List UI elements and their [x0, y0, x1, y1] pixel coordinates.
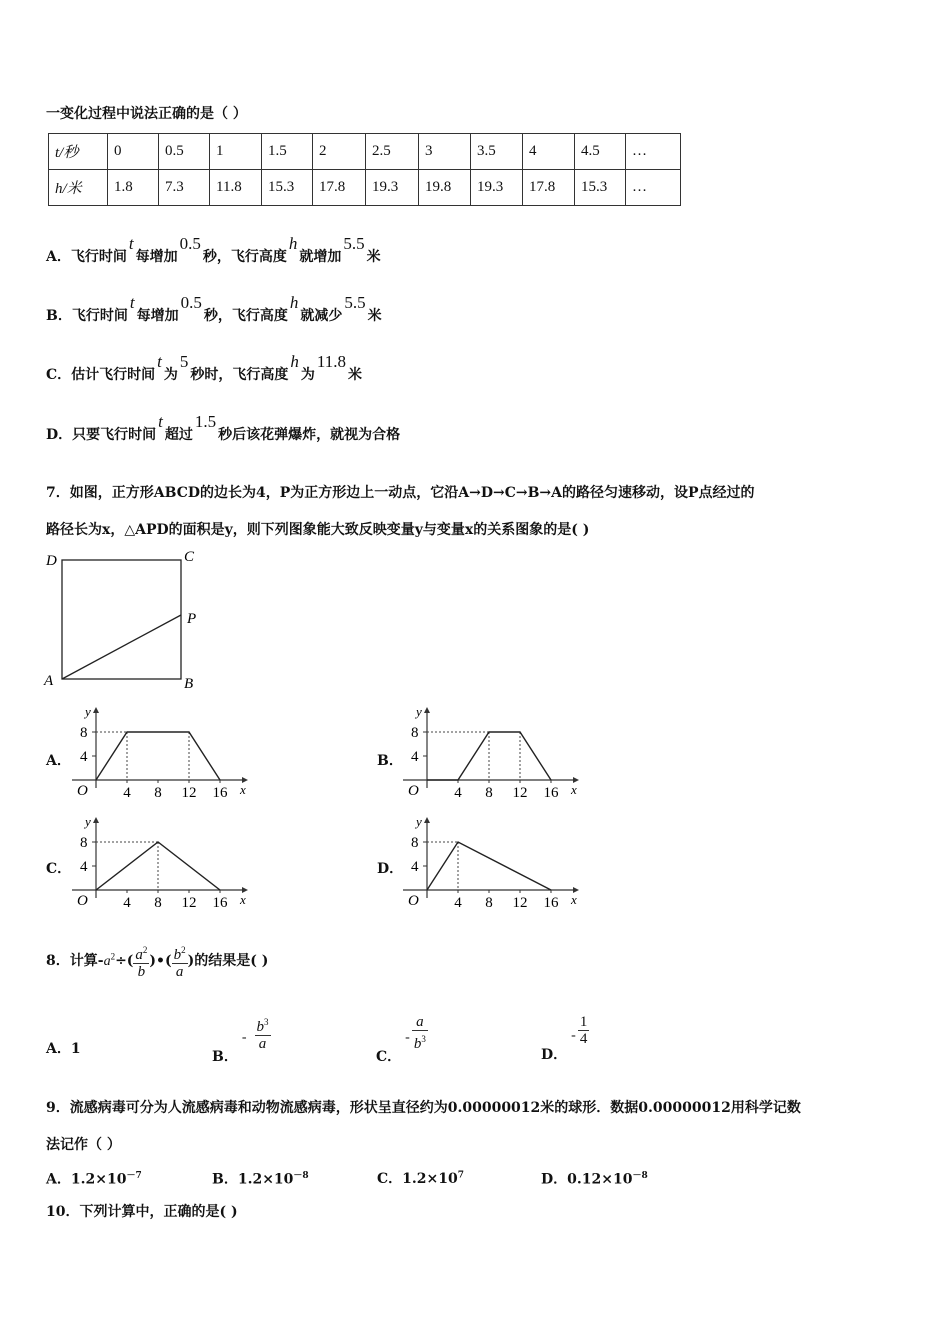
exponent: 3 — [421, 1034, 426, 1044]
q6-stem: 一变化过程中说法正确的是（ ） — [46, 106, 247, 122]
label-p: P — [187, 611, 197, 627]
y-tick-label: 8 — [80, 725, 88, 741]
square — [62, 560, 181, 679]
x-tick-label: 12 — [512, 785, 528, 800]
x-tick-label: 4 — [123, 895, 131, 910]
x-tick-label: 16 — [212, 785, 228, 800]
y-tick-label: 8 — [411, 835, 419, 851]
option-text: 只要飞行时间 — [72, 427, 157, 443]
x-axis-label: x — [571, 892, 577, 907]
exponent: －8 — [293, 1171, 309, 1181]
x-tick-label: 16 — [543, 785, 559, 800]
option-label: D． — [46, 427, 73, 443]
q8-option-c — [376, 1014, 428, 1065]
graph-option-c — [72, 815, 252, 910]
option-text: 就增加 — [299, 249, 342, 265]
value: 5.5 — [343, 234, 365, 253]
q7-option-a-label: A． — [46, 753, 71, 769]
x-tick-label: 4 — [454, 895, 462, 910]
option-value: 1.2×10 — [237, 1171, 294, 1188]
option-text: 每增加 — [136, 308, 179, 324]
x-tick-label: 8 — [154, 785, 162, 800]
q8-stem — [46, 942, 268, 980]
q6-option-c — [46, 352, 363, 384]
origin-label: O — [77, 783, 88, 799]
table-cell: 2.5 — [366, 134, 419, 170]
table-row-time — [49, 134, 681, 170]
exponent: 3 — [264, 1017, 269, 1027]
operator: ÷( — [115, 953, 134, 969]
option-value: 0.12×10 — [567, 1171, 633, 1188]
denominator: a — [258, 1036, 267, 1052]
denominator: b — [137, 964, 146, 980]
option-value: 1 — [70, 1041, 81, 1057]
numerator: b — [256, 1019, 265, 1035]
q7-option-c-label: C． — [46, 861, 72, 877]
x-tick-label: 16 — [212, 895, 228, 910]
var-t: t — [129, 293, 135, 312]
y-tick-label: 8 — [80, 835, 88, 851]
origin-label: O — [408, 893, 419, 909]
numerator: 1 — [579, 1014, 588, 1030]
denominator: b — [413, 1036, 422, 1052]
option-label: D． — [541, 1171, 568, 1188]
table-cell: … — [626, 134, 681, 170]
option-label: B． — [212, 1049, 238, 1065]
exponent: －7 — [126, 1171, 142, 1181]
fraction-one-quarter — [578, 1014, 590, 1047]
var-h: h — [288, 234, 298, 253]
minus-sign: - — [405, 1030, 410, 1045]
x-axis-label: x — [240, 892, 246, 907]
value: 5.5 — [344, 293, 366, 312]
y-tick-label: 4 — [411, 749, 419, 765]
y-tick-label: 8 — [411, 725, 419, 741]
label-b: B — [184, 676, 194, 692]
option-label: C． — [376, 1049, 402, 1065]
table-cell: 3 — [419, 134, 471, 170]
table-cell: … — [626, 170, 681, 206]
table-cell: 19.3 — [471, 170, 523, 206]
exponent: 2 — [142, 945, 148, 955]
table-cell: 15.3 — [575, 170, 626, 206]
x-tick-label: 8 — [485, 895, 493, 910]
value: 11.8 — [316, 352, 347, 371]
graph-option-a — [72, 705, 252, 800]
series-line — [427, 842, 551, 890]
x-tick-label: 4 — [454, 785, 462, 800]
table-cell: 2 — [313, 134, 366, 170]
origin-label: O — [408, 783, 419, 799]
var-t: t — [158, 412, 163, 431]
graph-option-d — [403, 815, 583, 910]
minus-sign: - — [241, 1030, 247, 1045]
option-text: 米 — [366, 249, 381, 265]
option-text: 为 — [163, 367, 178, 383]
option-text: 米 — [367, 308, 382, 324]
var-h: h — [289, 293, 299, 312]
table-cell: 0 — [108, 134, 159, 170]
q7-option-d-label: D． — [377, 861, 404, 877]
q9-option-a — [46, 1168, 142, 1189]
table-cell: 19.8 — [419, 170, 471, 206]
var-h: h — [290, 352, 299, 371]
q8-suffix: )的结果是( ) — [187, 953, 269, 969]
option-text: 米 — [348, 367, 363, 383]
option-value: 1.2×10 — [402, 1171, 458, 1187]
var-t: t — [128, 234, 134, 253]
numerator: b — [173, 947, 182, 963]
table-cell: 4.5 — [575, 134, 626, 170]
option-text: 估计飞行时间 — [71, 367, 156, 383]
exponent: 2 — [110, 951, 116, 962]
label-d: D — [46, 553, 57, 569]
q10-stem: 10．下列计算中，正确的是( ) — [46, 1204, 238, 1220]
y-axis-arrow — [93, 707, 99, 713]
q7-stem-line1: 7．如图，正方形ABCD的边长为4，P为正方形边上一动点，它沿A→D→C→B→A的路径匀速移动，设P点经过的 — [46, 485, 755, 501]
table-cell: 0.5 — [159, 134, 210, 170]
square-abcd-figure — [40, 545, 210, 695]
x-tick-label: 12 — [512, 895, 528, 910]
y-tick-label: 4 — [80, 749, 88, 765]
value: 5 — [179, 352, 189, 371]
q9-option-d — [541, 1168, 648, 1189]
value: 0.5 — [179, 234, 201, 253]
table-cell: 3.5 — [471, 134, 523, 170]
exponent: －8 — [632, 1171, 648, 1181]
segment-ap — [62, 615, 181, 679]
numerator: a — [135, 947, 143, 963]
denominator: a — [175, 964, 184, 980]
q6-option-b — [46, 293, 382, 325]
x-tick-label: 8 — [485, 785, 493, 800]
graph-option-b — [403, 705, 583, 800]
q8-option-d — [541, 1014, 589, 1063]
table-cell: 17.8 — [313, 170, 366, 206]
table-cell: 7.3 — [159, 170, 210, 206]
series-line — [96, 732, 220, 780]
x-tick-label: 4 — [123, 785, 131, 800]
table-cell: 1.8 — [108, 170, 159, 206]
fraction-b2-over-a — [172, 942, 188, 980]
origin-label: O — [77, 893, 88, 909]
table-header-time: t/秒 — [49, 134, 108, 170]
option-label: B． — [46, 308, 72, 324]
q8-option-b — [212, 1014, 271, 1065]
x-tick-label: 12 — [181, 785, 197, 800]
y-tick-label: 4 — [80, 859, 88, 875]
q9-stem-line2: 法记作（ ） — [46, 1137, 121, 1153]
q6-option-d — [46, 412, 401, 444]
table-cell: 15.3 — [262, 170, 313, 206]
exponent: 7 — [457, 1170, 464, 1181]
q7-option-b-label: B． — [377, 753, 403, 769]
fraction-a-over-b3 — [412, 1014, 428, 1052]
q8-option-a — [46, 1038, 81, 1058]
fraction-a2-over-b — [133, 942, 149, 980]
q8-prefix: 8．计算- — [46, 953, 104, 969]
option-value: 1.2×10 — [70, 1171, 127, 1188]
table-cell: 17.8 — [523, 170, 575, 206]
option-label: A． — [46, 1041, 71, 1057]
x-tick-label: 12 — [181, 895, 197, 910]
y-axis-arrow — [93, 817, 99, 823]
table-header-height: h/米 — [49, 170, 108, 206]
fraction-b3-over-a — [255, 1014, 271, 1052]
q9-option-c — [377, 1168, 464, 1188]
option-text: 秒后该花弹爆炸，就视为合格 — [218, 427, 401, 443]
table-cell: 19.3 — [366, 170, 419, 206]
option-text: 飞行时间 — [71, 308, 128, 324]
table-cell: 4 — [523, 134, 575, 170]
option-text: 秒，飞行高度 — [202, 249, 287, 265]
table-cell: 1 — [210, 134, 262, 170]
option-text: 每增加 — [135, 249, 178, 265]
y-axis-label: y — [85, 705, 91, 719]
x-axis-label: x — [571, 782, 577, 797]
denominator: 4 — [579, 1031, 588, 1047]
table-cell: 1.5 — [262, 134, 313, 170]
x-tick-label: 8 — [154, 895, 162, 910]
option-text: 超过 — [164, 427, 193, 443]
y-axis-label: y — [416, 815, 422, 829]
q7-stem-line2: 路径长为x，△APD的面积是y，则下列图象能大致反映变量y与变量x的关系图象的是( ) — [46, 522, 590, 538]
option-label: C． — [377, 1171, 403, 1187]
table-cell: 11.8 — [210, 170, 262, 206]
q9-stem-line1: 9．流感病毒可分为人流感病毒和动物流感病毒，形状呈直径约为0.00000012米的球形．数据0.00000012用科学记数 — [46, 1100, 801, 1116]
q6-option-a — [46, 234, 381, 266]
option-label: A． — [46, 1171, 71, 1188]
y-tick-label: 4 — [411, 859, 419, 875]
y-axis-label: y — [416, 705, 422, 719]
y-axis-arrow — [424, 707, 430, 713]
option-label: C． — [46, 367, 72, 383]
option-text: 为 — [300, 367, 315, 383]
value: 0.5 — [180, 293, 202, 312]
y-axis-arrow — [424, 817, 430, 823]
option-text: 秒，飞行高度 — [203, 308, 288, 324]
var-a: a — [103, 954, 111, 969]
q6-data-table — [48, 133, 681, 206]
operator: )•( — [149, 953, 172, 969]
minus-sign: - — [571, 1027, 576, 1043]
x-axis-label: x — [240, 782, 246, 797]
option-text: 飞行时间 — [70, 249, 127, 265]
table-row-height — [49, 170, 681, 206]
option-text: 就减少 — [300, 308, 343, 324]
numerator: a — [412, 1014, 428, 1031]
option-label: B． — [212, 1171, 238, 1188]
q9-option-b — [212, 1168, 309, 1189]
y-axis-label: y — [85, 815, 91, 829]
var-t: t — [157, 352, 162, 371]
option-text: 秒时，飞行高度 — [190, 367, 289, 383]
exponent: 2 — [181, 945, 186, 955]
option-label: D． — [541, 1046, 568, 1063]
option-label: A． — [46, 249, 71, 265]
value: 1.5 — [194, 412, 217, 431]
label-c: C — [184, 549, 195, 565]
x-tick-label: 16 — [543, 895, 559, 910]
label-a: A — [44, 673, 54, 689]
